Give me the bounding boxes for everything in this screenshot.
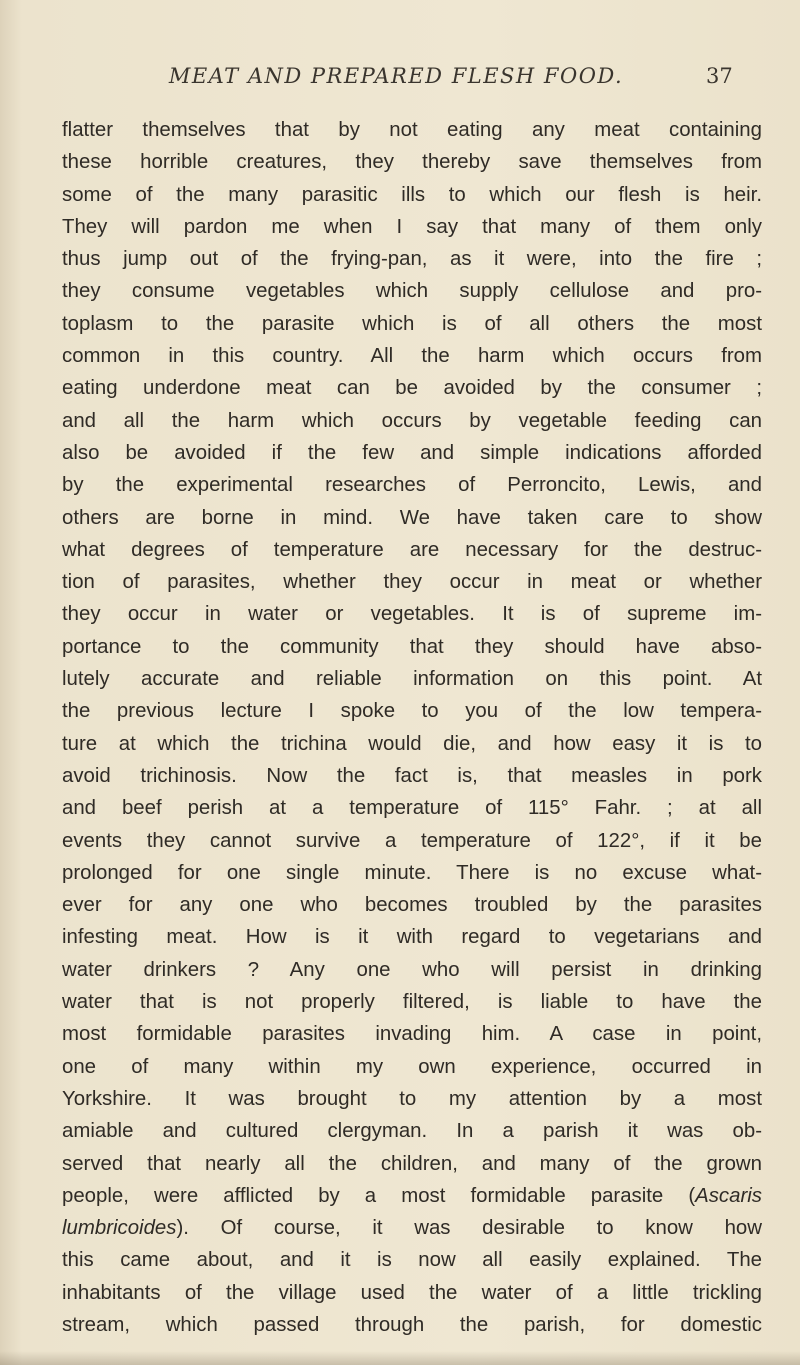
text-segment: ). Of course, it was desirable to know how [176,1217,762,1240]
text-line: the previous lecture I spoke to you of the low tempera- [62,700,762,723]
text-line: most formidable parasites invading him. A case in point, [62,1023,762,1046]
text-line: these horrible creatures, they thereby save themselves from [62,151,762,174]
text-line: one of many within my own experience, occurred in [62,1055,762,1078]
text-line: flatter themselves that by not eating any meat containing [62,119,762,141]
text-line: tion of parasites, whether they occur in meat or whether [62,571,762,594]
text-line: events they cannot survive a temperature of 122°, if it be [62,829,762,852]
text-line: inhabitants of the village used the water of a little trickling [62,1281,762,1304]
text-line: stream, which passed through the parish, for domestic [62,1313,762,1336]
text-line: this came about, and it is now all easily explained. The [62,1249,762,1272]
page-bottom-edge [0,1351,800,1365]
text-line: common in this country. All the harm which occurs from [62,345,762,368]
text-line: they occur in water or vegetables. It is of supreme im- [62,603,762,626]
text-line: they consume vegetables which supply cellulose and pro- [62,280,762,303]
text-line: by the experimental researches of Perroncito, Lewis, and [62,474,762,497]
running-head-title: MEAT AND PREPARED FLESH FOOD. [168,64,624,88]
text-line: water drinkers ? Any one who will persist in drinking [62,958,762,981]
text-line: ever for any one who becomes troubled by the parasites [62,894,762,917]
text-line: They will pardon me when I say that many of them only [62,215,762,238]
text-line: portance to the community that they should have abso- [62,635,762,658]
text-line: Yorkshire. It was brought to my attention by a most [62,1087,762,1110]
text-line: and beef perish at a temperature of 115° Fahr. ; at all [62,797,762,820]
text-line: and all the harm which occurs by vegetable feeding can [62,409,762,432]
text-line: served that nearly all the children, and many of the grown [62,1152,762,1175]
page-number: 37 [706,64,733,88]
body-text [62,114,762,1341]
text-line: eating underdone meat can be avoided by the consumer ; [62,377,762,400]
text-line: thus jump out of the frying-pan, as it were, into the fire ; [62,248,762,271]
text-line: lutely accurate and reliable information on this point. At [62,668,762,691]
text-line: amiable and cultured clergyman. In a parish it was ob- [62,1120,762,1143]
text-line: others are borne in mind. We have taken care to show [62,506,762,529]
text-line: avoid trichinosis. Now the fact is, that measles in pork [62,764,762,787]
text-line: what degrees of temperature are necessary for the destruc- [62,538,762,561]
text-line: some of the many parasitic ills to which our flesh is heir. [62,183,762,206]
text-line: ture at which the trichina would die, and how easy it is to [62,732,762,755]
text-line: toplasm to the parasite which is of all others the most [62,312,762,335]
text-line: water that is not properly filtered, is liable to have the [62,991,762,1014]
italic-term-ascaris: Ascaris [695,1184,762,1207]
running-head [0,64,800,98]
text-line: infesting meat. How is it with regard to vegetarians and [62,926,762,949]
text-segment: people, were afflicted by a most formidable parasite ( [62,1184,696,1207]
text-line: also be avoided if the few and simple indications afforded [62,441,762,464]
italic-term-lumbricoides: lumbricoides [62,1217,177,1240]
text-line: prolonged for one single minute. There is no excuse what- [62,861,762,884]
text-line-with-italic [62,1212,762,1244]
text-line-with-italic [62,1180,762,1212]
